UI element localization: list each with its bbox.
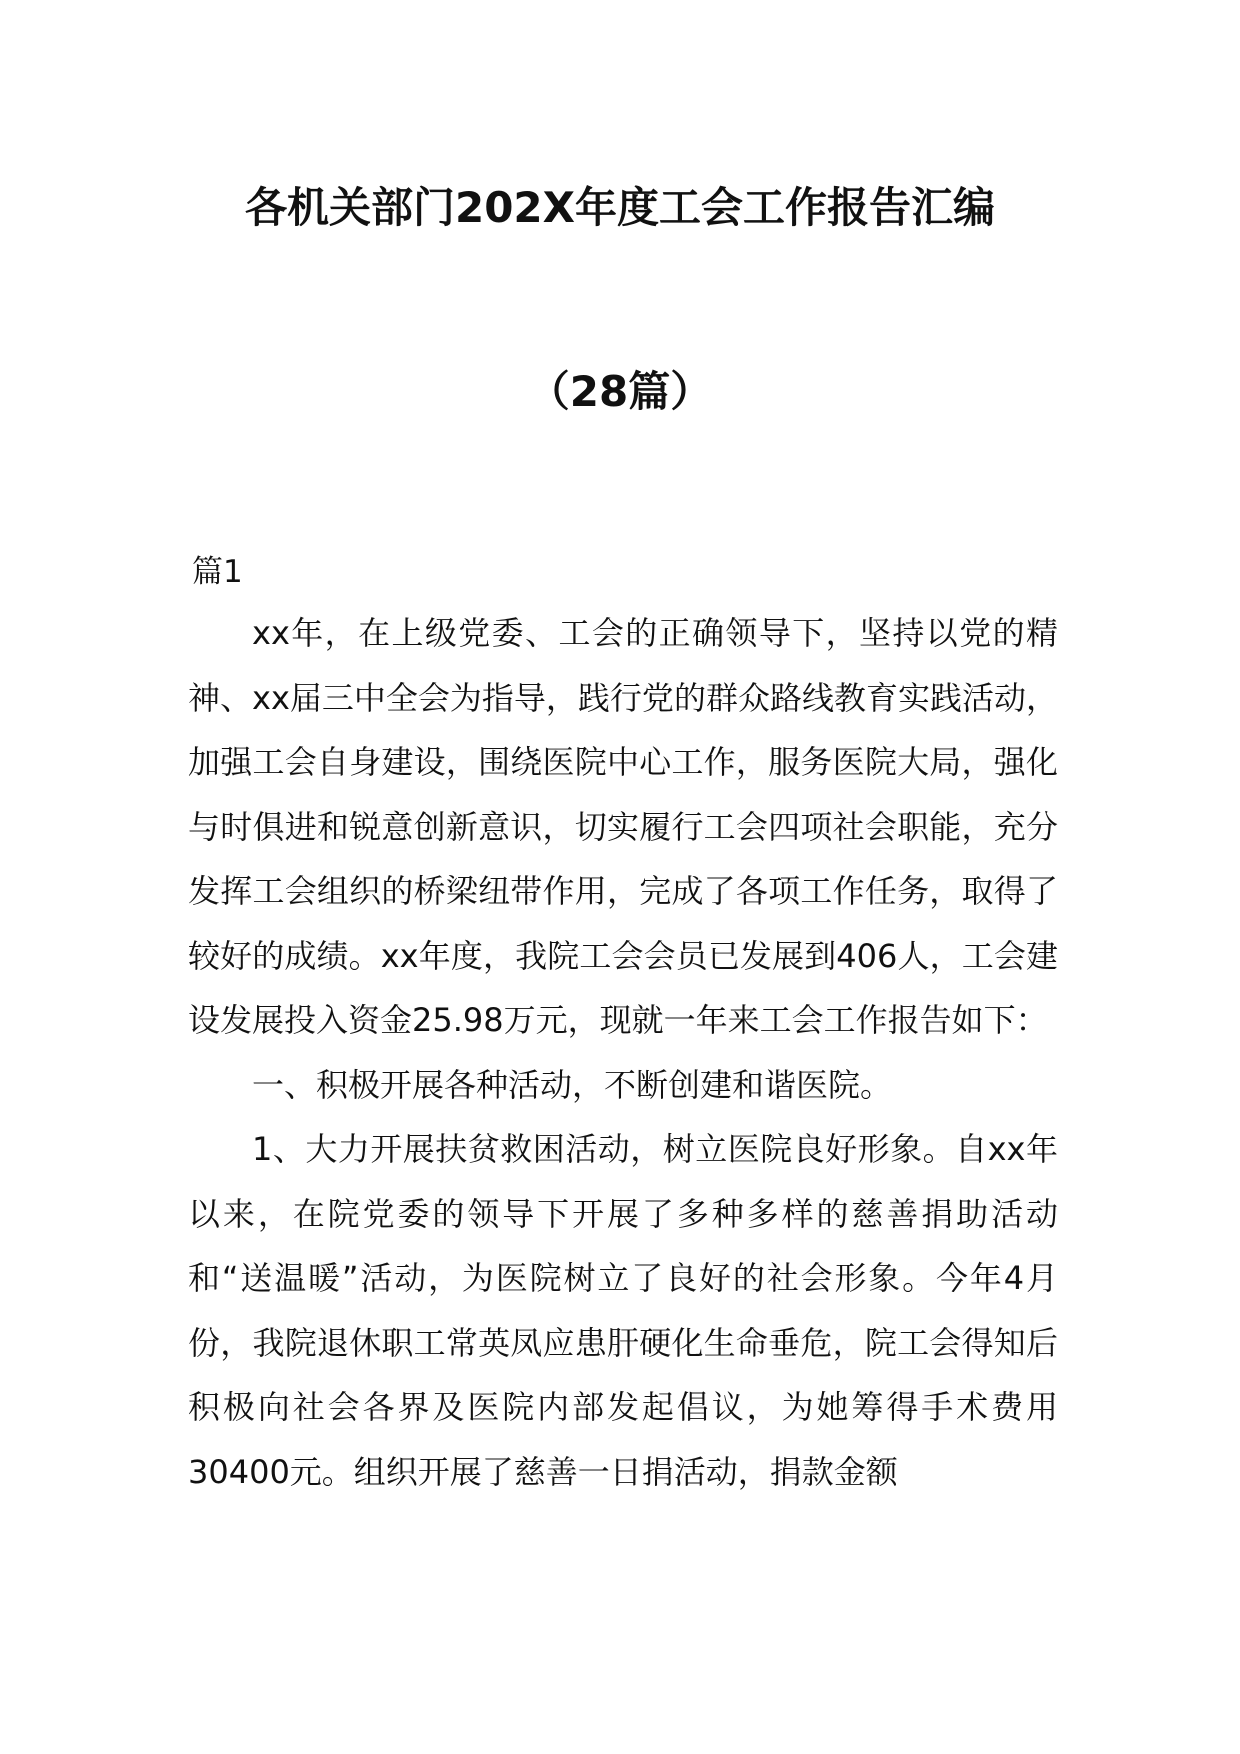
document-title: 各机关部门202X年度工会工作报告汇编 [244, 183, 996, 232]
document-body [188, 537, 1058, 1504]
paragraph: 一、积极开展各种活动，不断创建和谐医院。 [252, 1065, 893, 1104]
document-subtitle: （28篇） [527, 367, 713, 416]
paragraph: 1、大力开展扶贫救困活动，树立医院良好形象。自xx年以来，在院党委的领导下开展了多种多样的慈善捐助活动和“送温暖”活动，为医院树立了良好的社会形象。今年4月份，我院退休职工常英凤应患肝硬化生命垂危，院工会得知后积极向社会各界及医院内部发起倡议，为她筹得手术费用30400元。组织开展了慈善一日捐活动，捐款金额 [188, 1130, 1058, 1491]
section-label: 篇1 [192, 554, 243, 590]
paragraph: xx年，在上级党委、工会的正确领导下，坚持以党的精神、xx届三中全会为指导，践行党的群众路线教育实践活动，加强工会自身建设，围绕医院中心工作，服务医院大局，强化与时俱进和锐意创新意识，切实履行工会四项社会职能，充分发挥工会组织的桥梁纽带作用，完成了各项工作任务，取得了较好的成绩。xx年度，我院工会会员已发展到406人，工会建设发展投入资金25.98万元，现就一年来工会工作报告如下： [188, 614, 1058, 1039]
